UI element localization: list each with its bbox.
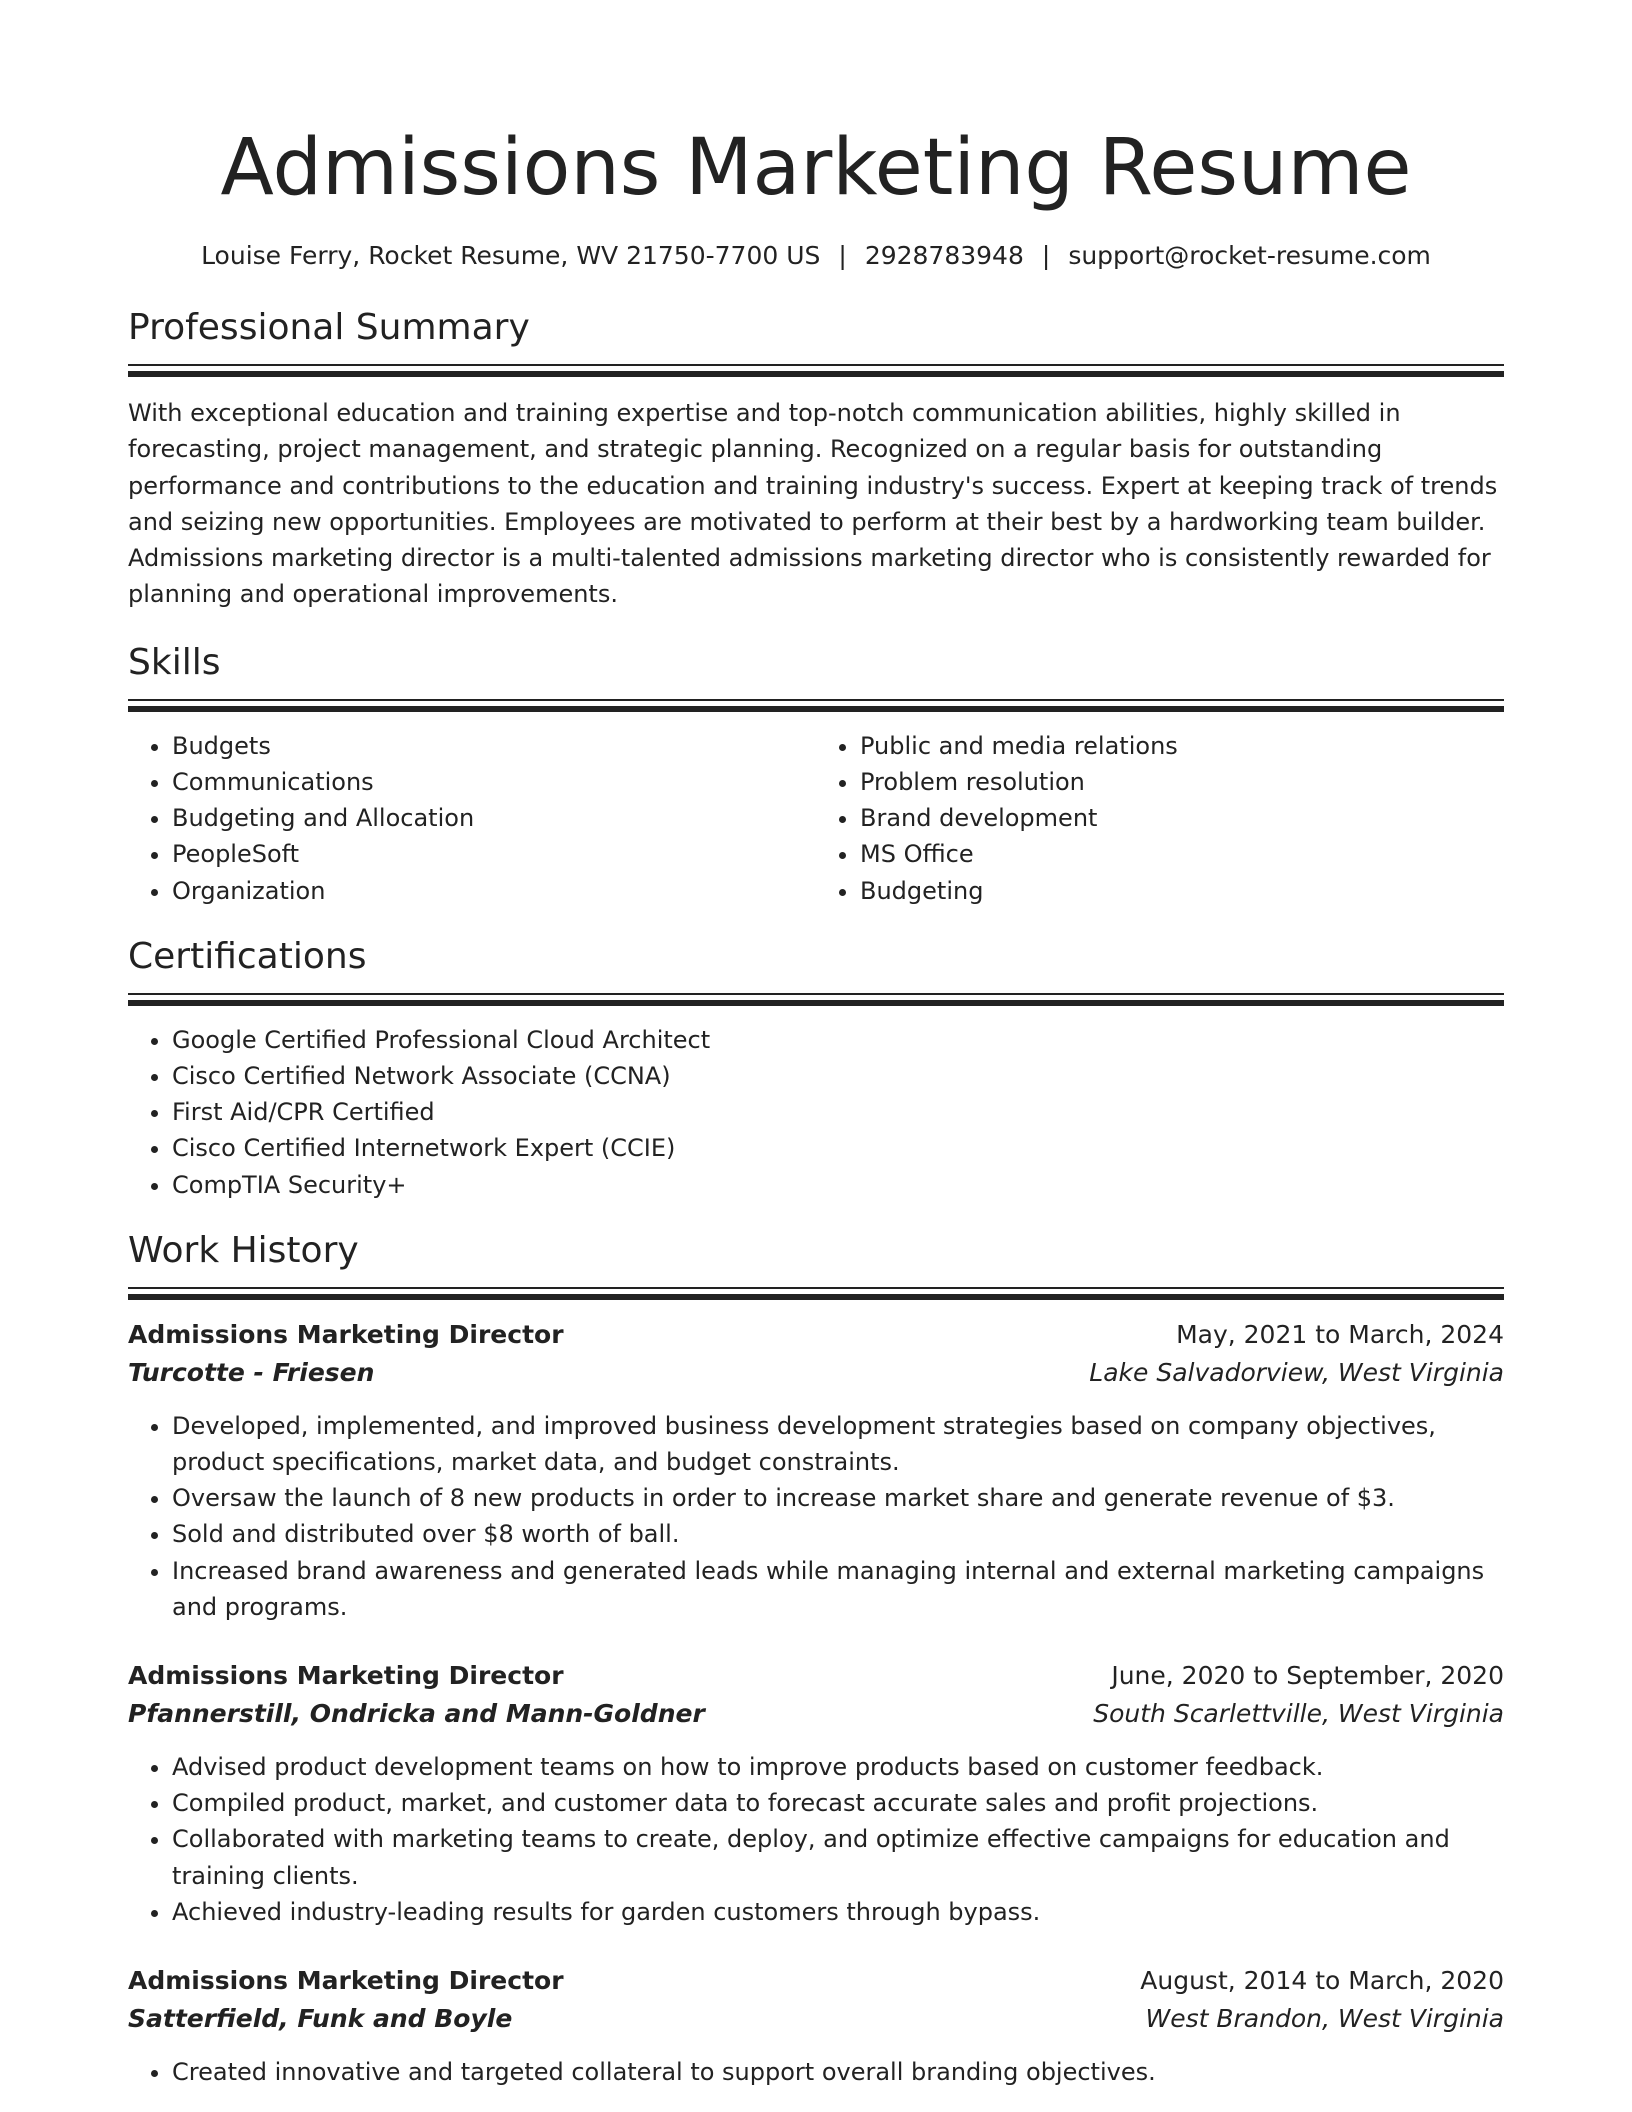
- job-bullets: [128, 1749, 1504, 1930]
- skills-list-left: [128, 728, 816, 909]
- job-entry: [128, 1657, 1504, 1930]
- skill-item: • Brand development: [860, 800, 1504, 836]
- skill-item: • Budgeting: [860, 873, 1504, 909]
- job-location: South Scarlettville, West Virginia: [1093, 1699, 1504, 1729]
- section-rule: [128, 993, 1504, 995]
- job-company: Pfannerstill, Ondricka and Mann-Goldner: [128, 1699, 705, 1729]
- certification-item: • First Aid/CPR Certified: [172, 1094, 1504, 1130]
- job-title: Admissions Marketing Director: [128, 1661, 564, 1691]
- section-rule-thick: [128, 1000, 1504, 1006]
- job-bullet: • Oversaw the launch of 8 new products in order to increase market share and generate revenue of $3.: [172, 1480, 1504, 1516]
- work-history-heading: Work History: [128, 1229, 359, 1271]
- job-dates: May, 2021 to March, 2024: [1176, 1319, 1504, 1349]
- job-subheader: [128, 1354, 1504, 1392]
- contact-line: [128, 238, 1504, 274]
- job-bullet: • Developed, implemented, and improved business development strategies based on company objectives, product specifications, market data, and budget constraints.: [172, 1408, 1504, 1480]
- job-company: Satterfield, Funk and Boyle: [128, 2004, 513, 2034]
- job-bullet: • Sold and distributed over $8 worth of ball.: [172, 1516, 1504, 1552]
- job-entry: [128, 1316, 1504, 1625]
- job-header: [128, 1962, 1504, 2000]
- job-company: Turcotte - Friesen: [128, 1357, 375, 1387]
- skill-item: • Organization: [172, 873, 816, 909]
- job-subheader: [128, 2000, 1504, 2038]
- job-bullet: • Advised product development teams on how to improve products based on customer feedback.: [172, 1749, 1504, 1785]
- certifications-list: [128, 1022, 1504, 1203]
- job-header: [128, 1316, 1504, 1354]
- job-subheader: [128, 1695, 1504, 1733]
- contact-separator: |: [1041, 241, 1051, 270]
- section-rule: [128, 364, 1504, 366]
- skill-item: • MS Office: [860, 836, 1504, 872]
- skill-item: • Problem resolution: [860, 764, 1504, 800]
- job-bullets: [128, 1408, 1504, 1625]
- skill-item: • PeopleSoft: [172, 836, 816, 872]
- certifications-heading: Certifications: [128, 935, 367, 977]
- contact-email: support@rocket-resume.com: [1068, 241, 1431, 270]
- skill-item: • Budgeting and Allocation: [172, 800, 816, 836]
- skills-section: [128, 639, 1504, 909]
- summary-section: [128, 304, 1504, 613]
- job-dates: August, 2014 to March, 2020: [1140, 1966, 1504, 1996]
- job-location: West Brandon, West Virginia: [1145, 2004, 1504, 2034]
- job-bullet: • Increased brand awareness and generated leads while managing internal and external marketing campaigns and programs.: [172, 1553, 1504, 1625]
- contact-address: Louise Ferry, Rocket Resume, WV 21750-7700 US: [201, 241, 821, 270]
- job-location: Lake Salvadorview, West Virginia: [1089, 1357, 1504, 1387]
- job-entry: [128, 1962, 1504, 2090]
- job-bullet: • Achieved industry-leading results for garden customers through bypass.: [172, 1894, 1504, 1930]
- resume-page: [128, 0, 1504, 2090]
- job-title: Admissions Marketing Director: [128, 1319, 564, 1349]
- section-rule-thick: [128, 706, 1504, 712]
- certification-item: • Cisco Certified Internetwork Expert (CCIE): [172, 1130, 1504, 1166]
- job-header: [128, 1657, 1504, 1695]
- skill-item: • Budgets: [172, 728, 816, 764]
- contact-phone: 2928783948: [864, 241, 1024, 270]
- job-bullet: • Collaborated with marketing teams to create, deploy, and optimize effective campaigns for education and training clients.: [172, 1821, 1504, 1893]
- job-bullet: • Compiled product, market, and customer data to forecast accurate sales and profit projections.: [172, 1785, 1504, 1821]
- job-bullets: [128, 2054, 1504, 2090]
- contact-separator: |: [838, 241, 847, 270]
- skill-item: • Communications: [172, 764, 816, 800]
- summary-text: With exceptional education and training expertise and top-notch communication abilities, highly skilled in forecasting, project management, and strategic planning. Recognized on a regular basis for outstanding performance and contributions to the education and training industry's success. Expert at keeping track of trends and seizing new opportunities. Employees are motivated to perform at their best by a hardworking team builder. Admissions marketing director is a multi-talented admissions marketing director who is consistently rewarded for planning and operational improvements.: [128, 399, 1498, 609]
- work-history-section: [128, 1227, 1504, 2090]
- skills-heading: Skills: [128, 641, 221, 683]
- section-rule-thick: [128, 371, 1504, 377]
- resume-title: Admissions Marketing Resume: [220, 123, 1412, 213]
- certification-item: • Cisco Certified Network Associate (CCNA): [172, 1058, 1504, 1094]
- section-rule-thick: [128, 1294, 1504, 1300]
- section-rule: [128, 699, 1504, 701]
- section-rule: [128, 1287, 1504, 1289]
- job-dates: June, 2020 to September, 2020: [1111, 1661, 1504, 1691]
- certifications-section: [128, 933, 1504, 1203]
- certification-item: • CompTIA Security+: [172, 1167, 1504, 1203]
- skill-item: • Public and media relations: [860, 728, 1504, 764]
- certification-item: • Google Certified Professional Cloud Architect: [172, 1022, 1504, 1058]
- job-title: Admissions Marketing Director: [128, 1966, 564, 1996]
- skills-list-right: [816, 728, 1504, 909]
- summary-heading: Professional Summary: [128, 307, 530, 348]
- job-bullet: • Created innovative and targeted collateral to support overall branding objectives.: [172, 2054, 1504, 2090]
- skills-columns: [128, 728, 1504, 909]
